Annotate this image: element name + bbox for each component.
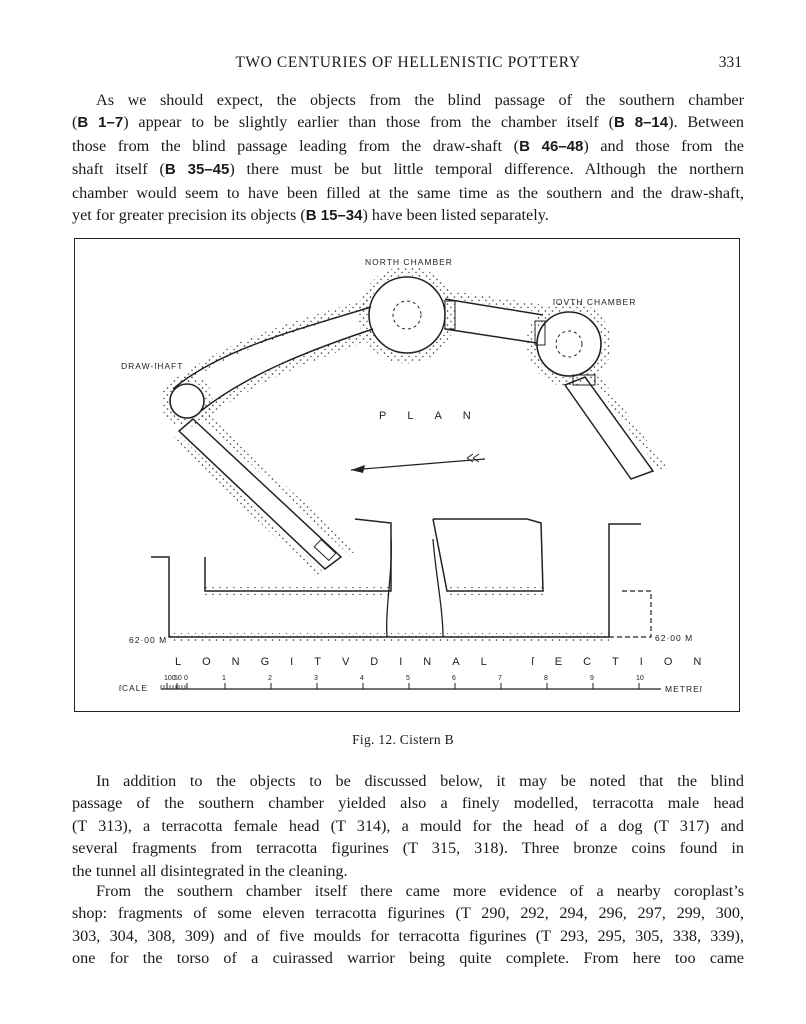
text-line: those from the blind passage leading from the draw-shaft (B 46–48) and those from the [72, 136, 744, 155]
text-line: one for the torso of a cuirassed warrior being quite complete. From here too came [72, 949, 744, 968]
section-level-left: 62·00 M [129, 635, 168, 645]
catalogue-reference: B 35–45 [164, 161, 230, 179]
scale-tick-label: 10 [636, 675, 644, 682]
paragraph-intro [72, 89, 744, 227]
text-line: chamber would seem to have been filled at the same time as the southern and the draw-shaft, [72, 183, 744, 202]
section-drawing [151, 519, 651, 637]
scale-tick-label: 8 [544, 675, 548, 682]
paragraph-coroplast [72, 880, 744, 970]
text-line: (T 313), a terracotta female head (T 314), a mould for the head of a dog (T 317) and [72, 816, 744, 835]
north-chamber-outline [363, 271, 451, 359]
north-chamber-opening [393, 301, 421, 329]
south-chamber-outline [531, 306, 607, 382]
north-chamber-wall [369, 277, 445, 353]
blocking-stones [314, 540, 335, 561]
longitudinal-section-label: LONGITVDINAL ſECTION [175, 656, 723, 668]
text-line: In addition to the objects to be discussed below, it may be noted that the blind [96, 772, 744, 790]
text-line: (B 1–7) appear to be slightly earlier than those from the chamber itself (B 8–14). Between [72, 113, 744, 132]
text-line: the tunnel all disintegrated in the cleaning. [72, 861, 348, 880]
scale-tick-label: 6 [452, 675, 456, 682]
draw-shaft-blind-passage [179, 419, 341, 569]
south-chamber-label: ſOVTH CHAMBER [553, 297, 637, 307]
running-header [72, 54, 744, 76]
plan-drawing [165, 271, 663, 575]
scale-unit-label: METREſ [665, 684, 703, 694]
scale-tick-label: 3 [314, 675, 318, 682]
catalogue-reference: B 46–48 [519, 137, 584, 155]
scale-tick-label: 100 [164, 675, 176, 682]
cistern-figure [74, 238, 740, 712]
scale-tick-label: 7 [498, 675, 502, 682]
text-line: As we should expect, the objects from the blind passage of the southern chamber [96, 91, 744, 109]
scale-tick-label: 2 [268, 675, 272, 682]
scale-tick-label: 0 [184, 675, 188, 682]
plan-label: PLAN [379, 410, 492, 422]
text-line: shaft itself (B 35–45) there must be but little temporal difference. Although the northern [72, 160, 744, 179]
text-line: yet for greater precision its objects (B 15–34) have been listed separately. [72, 206, 549, 225]
catalogue-reference: B 15–34 [305, 207, 363, 225]
text-line: From the southern chamber itself there came more evidence of a nearby coroplast’s [96, 882, 744, 900]
south-chamber-wall [537, 312, 601, 376]
text-line: passage of the southern chamber yielded also a finely modelled, terracotta male head [72, 794, 744, 813]
scale-tick-label: 5 [406, 675, 410, 682]
page-number: 331 [718, 54, 742, 71]
section-level-right: 62·00 M [655, 633, 694, 643]
scale-label: ſCALE [119, 683, 149, 693]
running-head-title: TWO CENTURIES OF HELLENISTIC POTTERY [235, 54, 581, 71]
scale-tick-label: 9 [590, 675, 594, 682]
catalogue-reference: B 8–14 [613, 114, 669, 132]
scale-bar [119, 675, 703, 694]
cistern-plan-and-section [75, 239, 741, 713]
text-line: shop: fragments of some eleven terracotta figurines (T 290, 292, 294, 296, 297, 299, 300, [72, 904, 744, 923]
catalogue-reference: B 1–7 [77, 114, 124, 132]
scale-tick-label: 1 [222, 675, 226, 682]
north-chamber-label: NORTH CHAMBER [365, 257, 453, 267]
south-chamber-opening [556, 331, 582, 357]
draw-shaft-label: DRAW-ſHAFT [121, 361, 184, 371]
paragraph-finds [72, 770, 744, 882]
north-arrow [351, 459, 485, 470]
scale-tick-label: 4 [360, 675, 364, 682]
scale-tick-label: 50 [174, 675, 182, 682]
text-line: several fragments from terracotta figurines (T 315, 318). Three bronze coins found in [72, 839, 744, 858]
figure-caption: Fig. 12. Cistern B [352, 732, 454, 747]
text-line: 303, 304, 308, 309) and of five moulds for terracotta figurines (T 293, 295, 305, 338, 339), [72, 926, 744, 945]
